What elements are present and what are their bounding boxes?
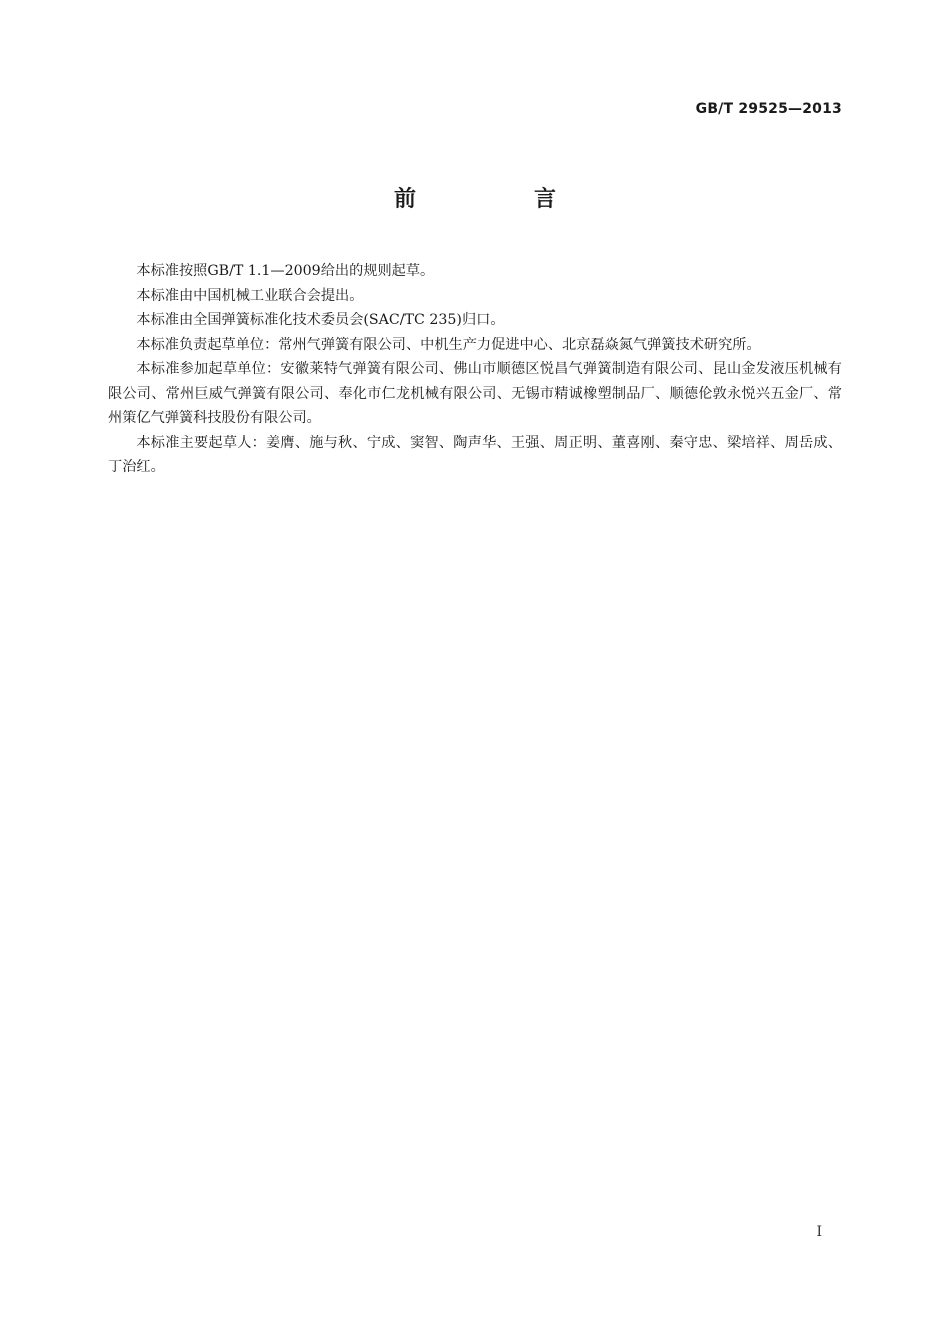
paragraph-main-drafters: 本标准主要起草人：姜膺、施与秋、宁成、窦智、陶声华、王强、周正明、董喜刚、秦守忠、梁培祥、周岳成、丁治红。 <box>108 434 842 475</box>
paragraph-committee: 本标准由全国弹簧标准化技术委员会(SAC/TC 235)归口。 <box>136 312 505 328</box>
paragraph-lead-drafters: 本标准负责起草单位：常州气弹簧有限公司、中机生产力促进中心、北京磊焱氮气弹簧技术研究所。 <box>136 336 761 353</box>
standard-number: GB/T 29525—2013 <box>695 101 842 117</box>
page-number: I <box>816 1224 822 1240</box>
paragraph-participating-drafters: 本标准参加起草单位：安徽莱特气弹簧有限公司、佛山市顺德区悦昌气弹簧制造有限公司、昆山金发液压机械有限公司、常州巨威气弹簧有限公司、奉化市仁龙机械有限公司、无锡市精诚橡塑制品厂、顺德伦敦永悦兴五金厂、常州策亿气弹簧科技股份有限公司。 <box>108 361 842 426</box>
foreword-body <box>108 259 842 480</box>
page-title: 前 言 <box>393 187 604 212</box>
paragraph-proposer: 本标准由中国机械工业联合会提出。 <box>136 287 364 304</box>
paragraph-drafting-rules: 本标准按照GB/T 1.1—2009给出的规则起草。 <box>136 263 435 279</box>
